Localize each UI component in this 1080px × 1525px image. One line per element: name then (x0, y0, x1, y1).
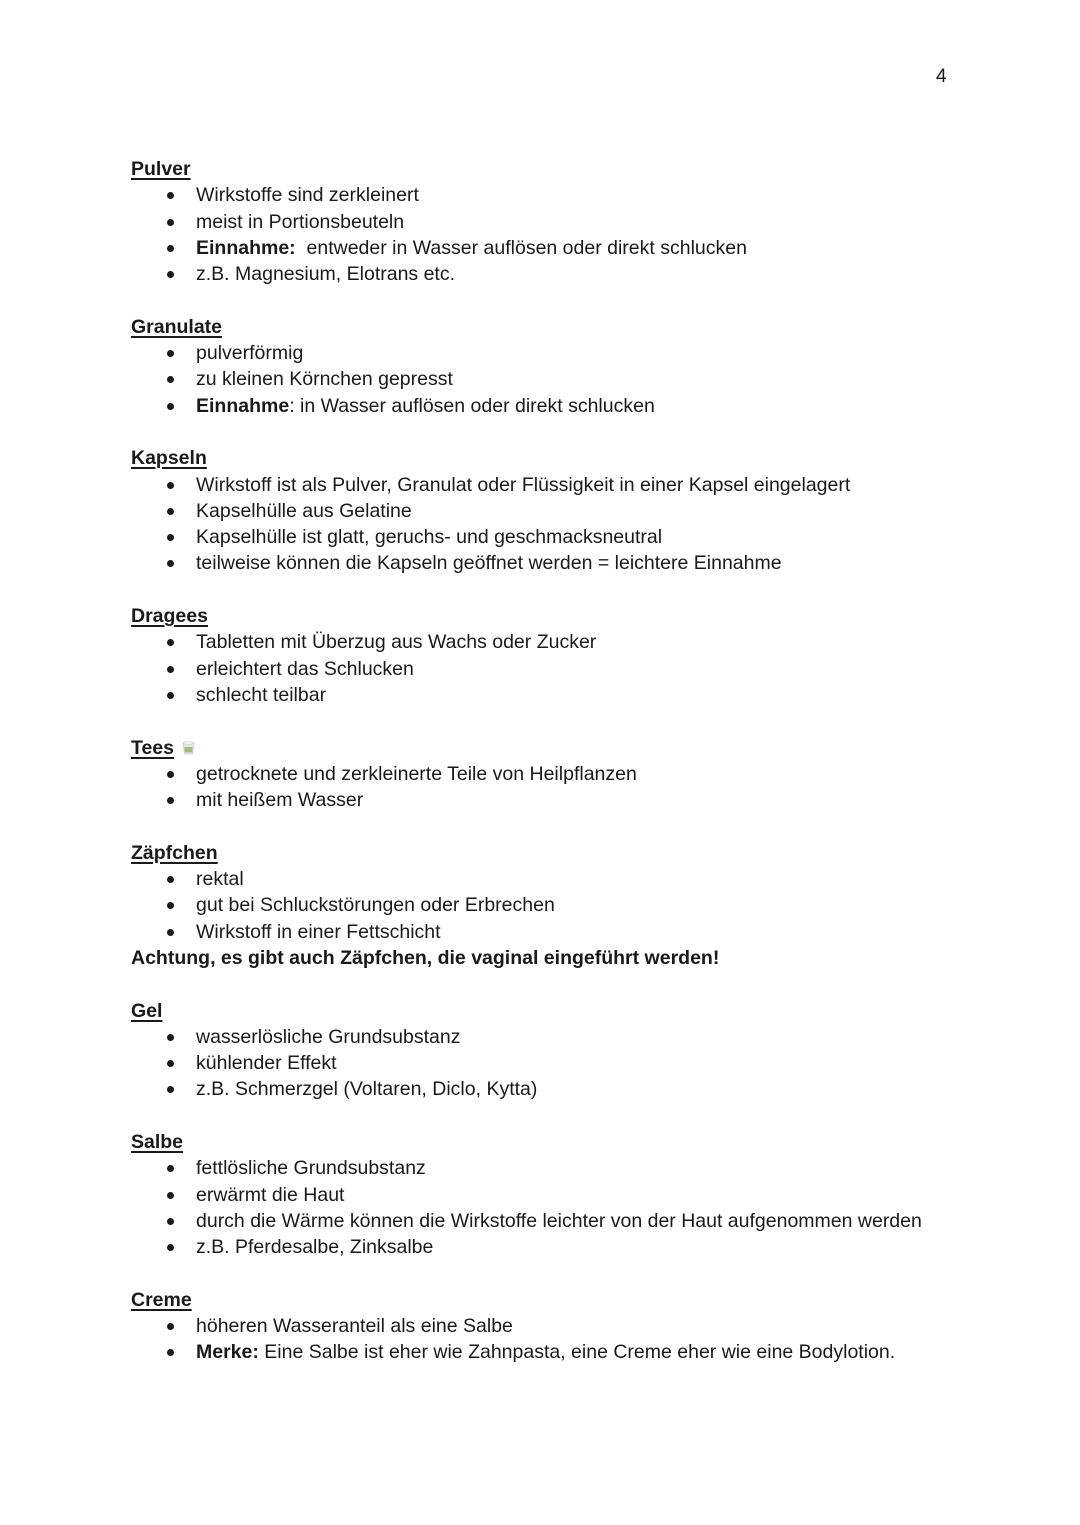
section-title: Granulate (131, 315, 223, 338)
list-item: erleichtert das Schlucken (131, 656, 1011, 682)
list-item (131, 235, 1011, 261)
list-item: Kapselhülle ist glatt, geruchs- und geschmacksneutral (131, 524, 1011, 550)
page-number: 4 (936, 66, 947, 87)
section-title-wrapper (131, 735, 195, 761)
bullet-list (131, 340, 1011, 419)
item-text: : in Wasser auflösen oder direkt schlucken (289, 394, 655, 417)
section-title: Dragees (131, 605, 208, 628)
list-item: z.B. Schmerzgel (Voltaren, Diclo, Kytta) (131, 1076, 1011, 1102)
list-item: kühlender Effekt (131, 1050, 1011, 1076)
item-text: Eine Salbe ist eher wie Zahnpasta, eine Creme eher wie eine Bodylotion. (258, 1341, 896, 1364)
bullet-list (131, 472, 1011, 577)
bullet-list (131, 1313, 1011, 1366)
section-zaepfchen (131, 840, 1011, 971)
bullet-list (131, 1024, 1011, 1103)
section-title: Gel (131, 999, 163, 1022)
section-creme (131, 1287, 1011, 1366)
warning-note: Achtung, es gibt auch Zäpfchen, die vaginal eingeführt werden! (131, 946, 720, 969)
section-pulver (131, 156, 1011, 287)
list-item: teilweise können die Kapseln geöffnet werden = leichtere Einnahme (131, 550, 1011, 576)
bullet-list (131, 866, 1011, 945)
tea-cup-icon (182, 736, 195, 751)
section-tees (131, 735, 1011, 814)
list-item: höheren Wasseranteil als eine Salbe (131, 1313, 1011, 1339)
section-dragees (131, 603, 1011, 708)
section-title: Pulver (131, 158, 191, 180)
section-title: Zäpfchen (131, 841, 218, 864)
bold-label: Einnahme (196, 394, 290, 417)
list-item: rektal (131, 866, 1011, 892)
list-item: Wirkstoff ist als Pulver, Granulat oder Flüssigkeit in einer Kapsel eingelagert (131, 472, 1011, 498)
list-item: zu kleinen Körnchen gepresst (131, 366, 1011, 392)
bullet-list (131, 629, 1011, 708)
bold-label: Einnahme: (196, 236, 296, 259)
list-item (131, 393, 1011, 419)
item-text: entweder in Wasser auflösen oder direkt schlucken (295, 236, 747, 259)
list-item: schlecht teilbar (131, 682, 1011, 708)
section-title: Creme (131, 1288, 192, 1311)
list-item: gut bei Schluckstörungen oder Erbrechen (131, 892, 1011, 918)
list-item: mit heißem Wasser (131, 787, 1011, 813)
section-title: Kapseln (131, 447, 207, 470)
section-kapseln (131, 445, 1011, 576)
list-item: durch die Wärme können die Wirkstoffe leichter von der Haut aufgenommen werden (131, 1208, 1011, 1234)
list-item: getrocknete und zerkleinerte Teile von Heilpflanzen (131, 761, 1011, 787)
section-title: Salbe (131, 1130, 184, 1153)
list-item: z.B. Magnesium, Elotrans etc. (131, 261, 1011, 287)
list-item: Wirkstoffe sind zerkleinert (131, 182, 1011, 208)
list-item: Wirkstoff in einer Fettschicht (131, 919, 1011, 945)
bold-label: Merke: (196, 1341, 259, 1364)
section-title: Tees (131, 736, 174, 759)
section-salbe (131, 1129, 1011, 1260)
list-item: erwärmt die Haut (131, 1182, 1011, 1208)
list-item: fettlösliche Grundsubstanz (131, 1155, 1011, 1181)
list-item: Tabletten mit Überzug aus Wachs oder Zucker (131, 629, 1011, 655)
list-item: pulverförmig (131, 340, 1011, 366)
list-item: Kapselhülle aus Gelatine (131, 498, 1011, 524)
list-item (131, 1339, 1011, 1365)
list-item: wasserlösliche Grundsubstanz (131, 1024, 1011, 1050)
bullet-list (131, 1155, 1011, 1260)
document-body (131, 156, 1011, 1392)
section-granulate (131, 314, 1011, 419)
list-item: meist in Portionsbeuteln (131, 209, 1011, 235)
bullet-list (131, 182, 1011, 287)
section-gel (131, 998, 1011, 1103)
bullet-list (131, 761, 1011, 814)
list-item: z.B. Pferdesalbe, Zinksalbe (131, 1234, 1011, 1260)
